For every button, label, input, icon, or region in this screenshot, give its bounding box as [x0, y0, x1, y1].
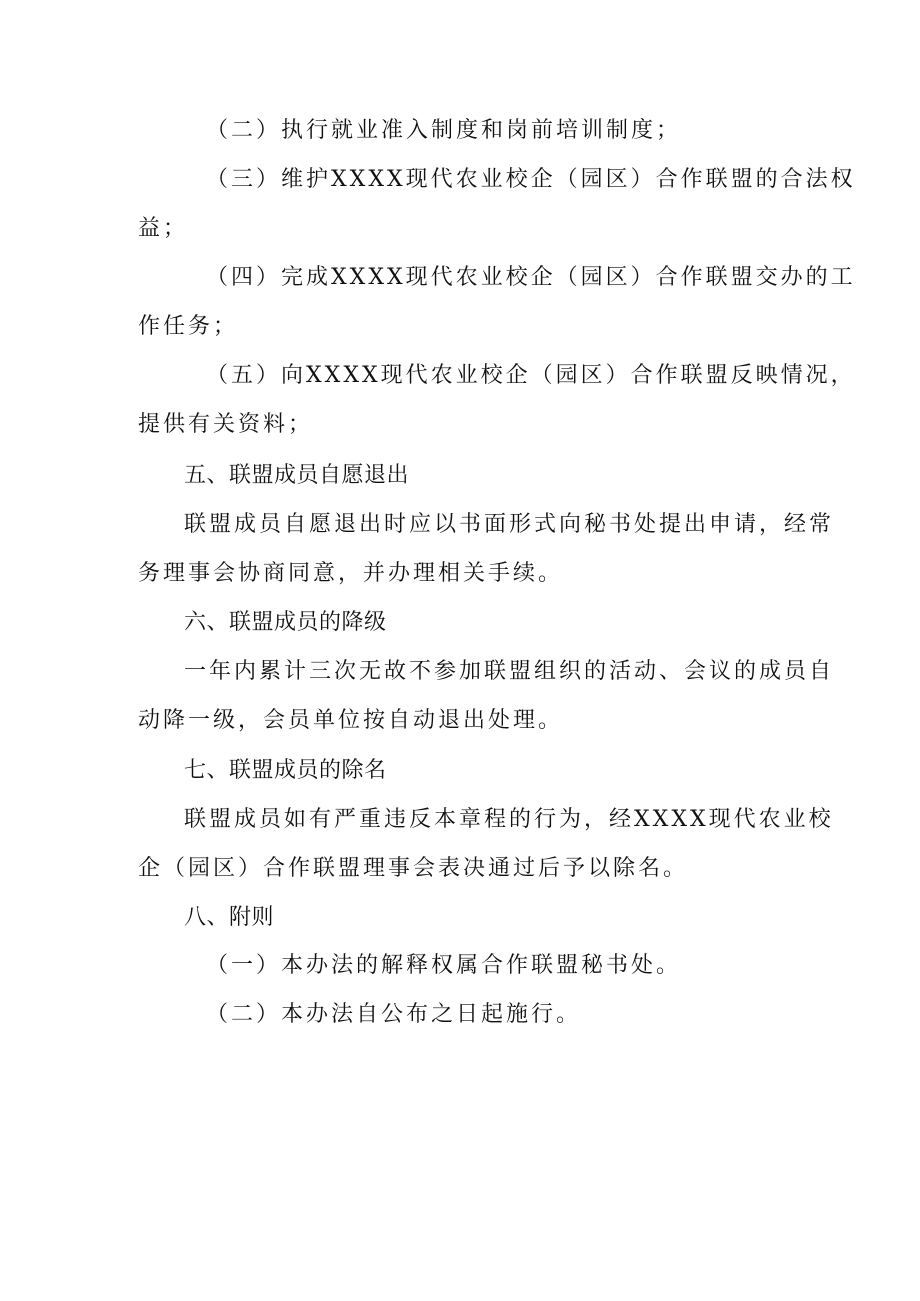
obligation-item-2: （二）执行就业准入制度和岗前培训制度； — [206, 118, 682, 143]
removal-paragraph-line-2: 企（园区）合作联盟理事会表决通过后予以除名。 — [138, 856, 689, 881]
obligation-item-4: （四）完成XXXX现代农业校企（园区）合作联盟交办的工 — [206, 265, 856, 290]
demotion-paragraph-line-1: 一年内累计三次无故不参加联盟组织的活动、会议的成员自 — [184, 659, 835, 684]
supplementary-item-2: （二）本办法自公布之日起施行。 — [206, 1002, 582, 1027]
obligation-item-3: （三）维护XXXX现代农业校企（园区）合作联盟的合法权 — [206, 167, 856, 192]
obligation-item-5: （五）向XXXX现代农业校企（园区）合作联盟反映情况， — [206, 363, 856, 388]
section-heading-removal: 七、联盟成员的除名 — [184, 758, 387, 783]
obligation-item-5-continued: 提供有关资料； — [138, 412, 314, 437]
obligation-item-3-continued: 益； — [138, 216, 189, 241]
demotion-paragraph-line-2: 动降一级，会员单位按自动退出处理。 — [138, 708, 564, 733]
section-heading-supplementary: 八、附则 — [184, 905, 275, 930]
supplementary-item-1: （一）本办法的解释权属合作联盟秘书处。 — [206, 953, 682, 978]
withdrawal-paragraph-line-1: 联盟成员自愿退出时应以书面形式向秘书处提出申请，经常 — [184, 512, 835, 537]
section-heading-voluntary-withdrawal: 五、联盟成员自愿退出 — [184, 463, 410, 488]
removal-paragraph-line-1: 联盟成员如有严重违反本章程的行为，经XXXX现代农业校 — [184, 807, 834, 832]
obligation-item-4-continued: 作任务； — [138, 314, 239, 339]
section-heading-demotion: 六、联盟成员的降级 — [184, 610, 387, 635]
withdrawal-paragraph-line-2: 务理事会协商同意，并办理相关手续。 — [138, 561, 564, 586]
